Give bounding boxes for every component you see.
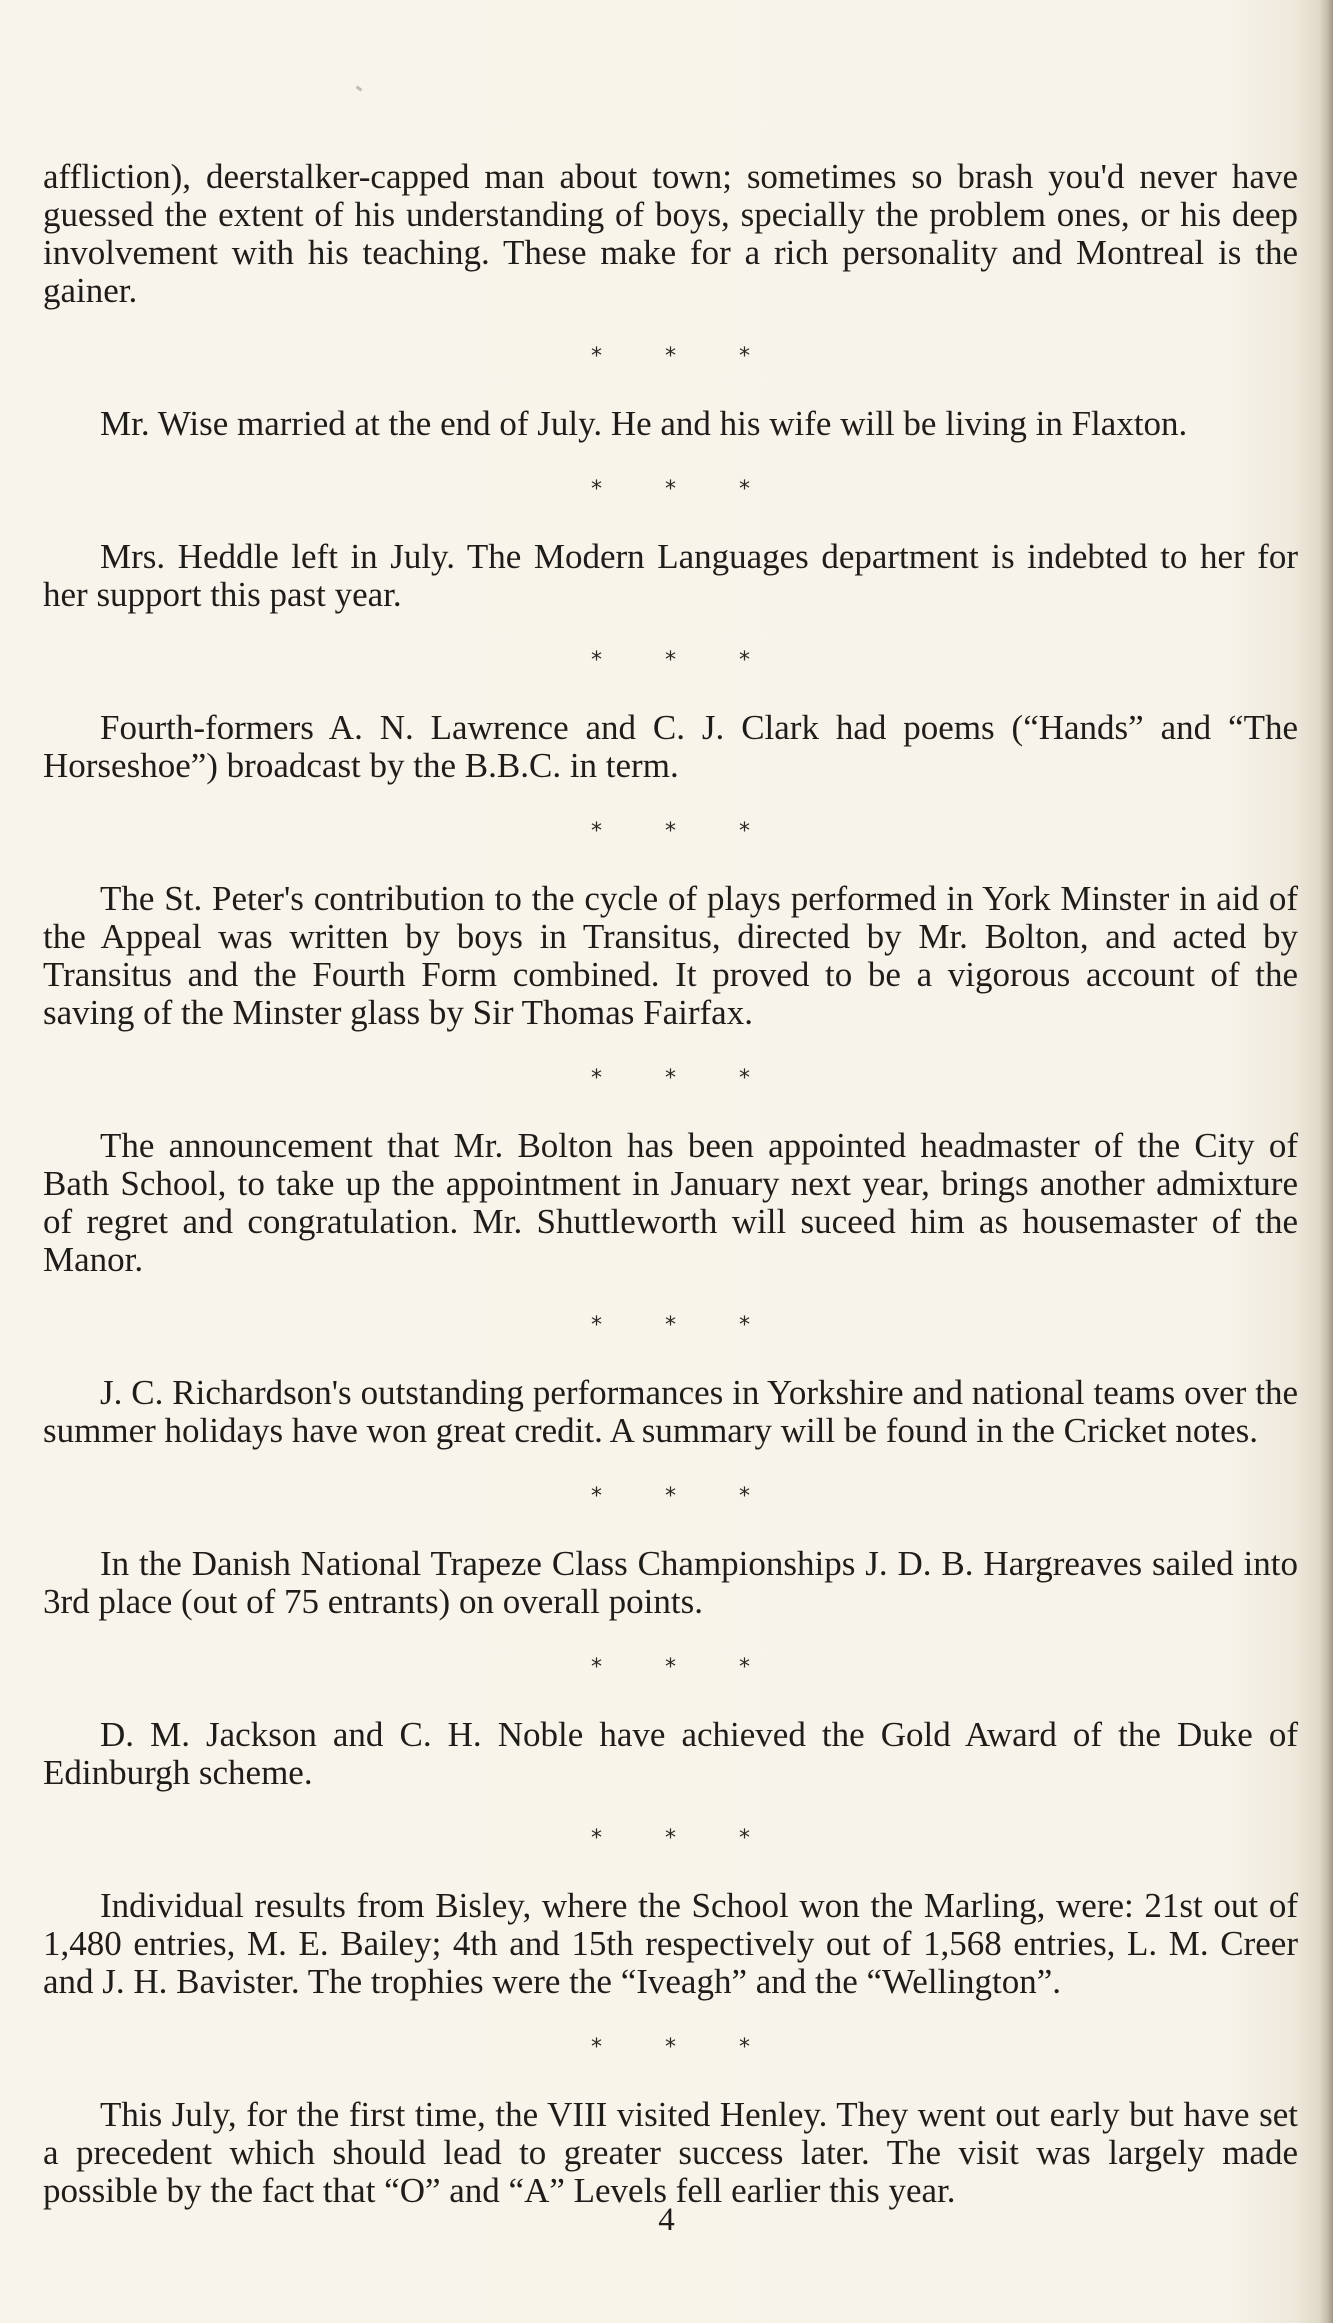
paragraph-richardson: J. C. Richardson's outstanding performances in Yorkshire and national teams over the summer holidays have won great credit. A summary will be found in the Cricket notes. [43, 1373, 1298, 1450]
paragraph-st-peters-plays: The St. Peter's contribution to the cycle of plays performed in York Minster in aid of the Appeal was written by boys in Transitus, directed by Mr. Bolton, and acted by Transitus and the Fourth Form combined. It proved to be a vigorous account of the saving of the Minster glass by Sir Thomas Fairfax. [43, 879, 1298, 1032]
paragraph-mrs-heddle: Mrs. Heddle left in July. The Modern Languages department is indebted to her for her support this past year. [43, 537, 1298, 614]
section-separator: * * * [591, 1484, 778, 1509]
section-separator: * * * [591, 1655, 778, 1680]
paragraph-henley: This July, for the first time, the VIII visited Henley. They went out early but have set a precedent which should lead to greater success later. The visit was largely made possible by the fact that “O” and “A” Levels fell earlier this year. [43, 2095, 1298, 2210]
paragraph-fourth-formers: Fourth-formers A. N. Lawrence and C. J. Clark had poems (“Hands” and “The Horseshoe”) broadcast by the B.B.C. in term. [43, 708, 1298, 785]
paragraph-bisley: Individual results from Bisley, where the School won the Marling, were: 21st out of 1,480 entries, M. E. Bailey; 4th and 15th respectively out of 1,568 entries, L. M. Creer and J. H. Bavister. The trophies were the “Iveagh” and the “Wellington”. [43, 1886, 1298, 2001]
section-separator: * * * [591, 344, 778, 369]
section-separator: * * * [591, 2035, 778, 2060]
paper-speck [356, 86, 363, 92]
section-separator: * * * [591, 477, 778, 502]
section-separator: * * * [591, 1826, 778, 1851]
paragraph-gold-award: D. M. Jackson and C. H. Noble have achieved the Gold Award of the Duke of Edinburgh scheme. [43, 1715, 1298, 1792]
section-separator: * * * [591, 1066, 778, 1091]
paragraph-affliction: affliction), deerstalker-capped man about town; sometimes so brash you'd never have guessed the extent of his understanding of boys, specially the problem ones, or his deep involvement with his teaching. These make for a rich personality and Montreal is the gainer. [43, 157, 1298, 310]
section-separator: * * * [591, 819, 778, 844]
section-separator: * * * [591, 648, 778, 673]
page-edge-shadow [1319, 0, 1333, 2323]
paragraph-mr-bolton: The announcement that Mr. Bolton has been appointed headmaster of the City of Bath School, to take up the appointment in January next year, brings another admixture of regret and congratulation. Mr. Shuttleworth will suceed him as housemaster of the Manor. [43, 1126, 1298, 1279]
page-number: 4 [658, 2202, 675, 2238]
paragraph-mr-wise: Mr. Wise married at the end of July. He and his wife will be living in Flaxton. [100, 404, 1188, 443]
page-body [43, 158, 1298, 2210]
paragraph-trapeze: In the Danish National Trapeze Class Championships J. D. B. Hargreaves sailed into 3rd place (out of 75 entrants) on overall points. [43, 1544, 1298, 1621]
section-separator: * * * [591, 1313, 778, 1338]
